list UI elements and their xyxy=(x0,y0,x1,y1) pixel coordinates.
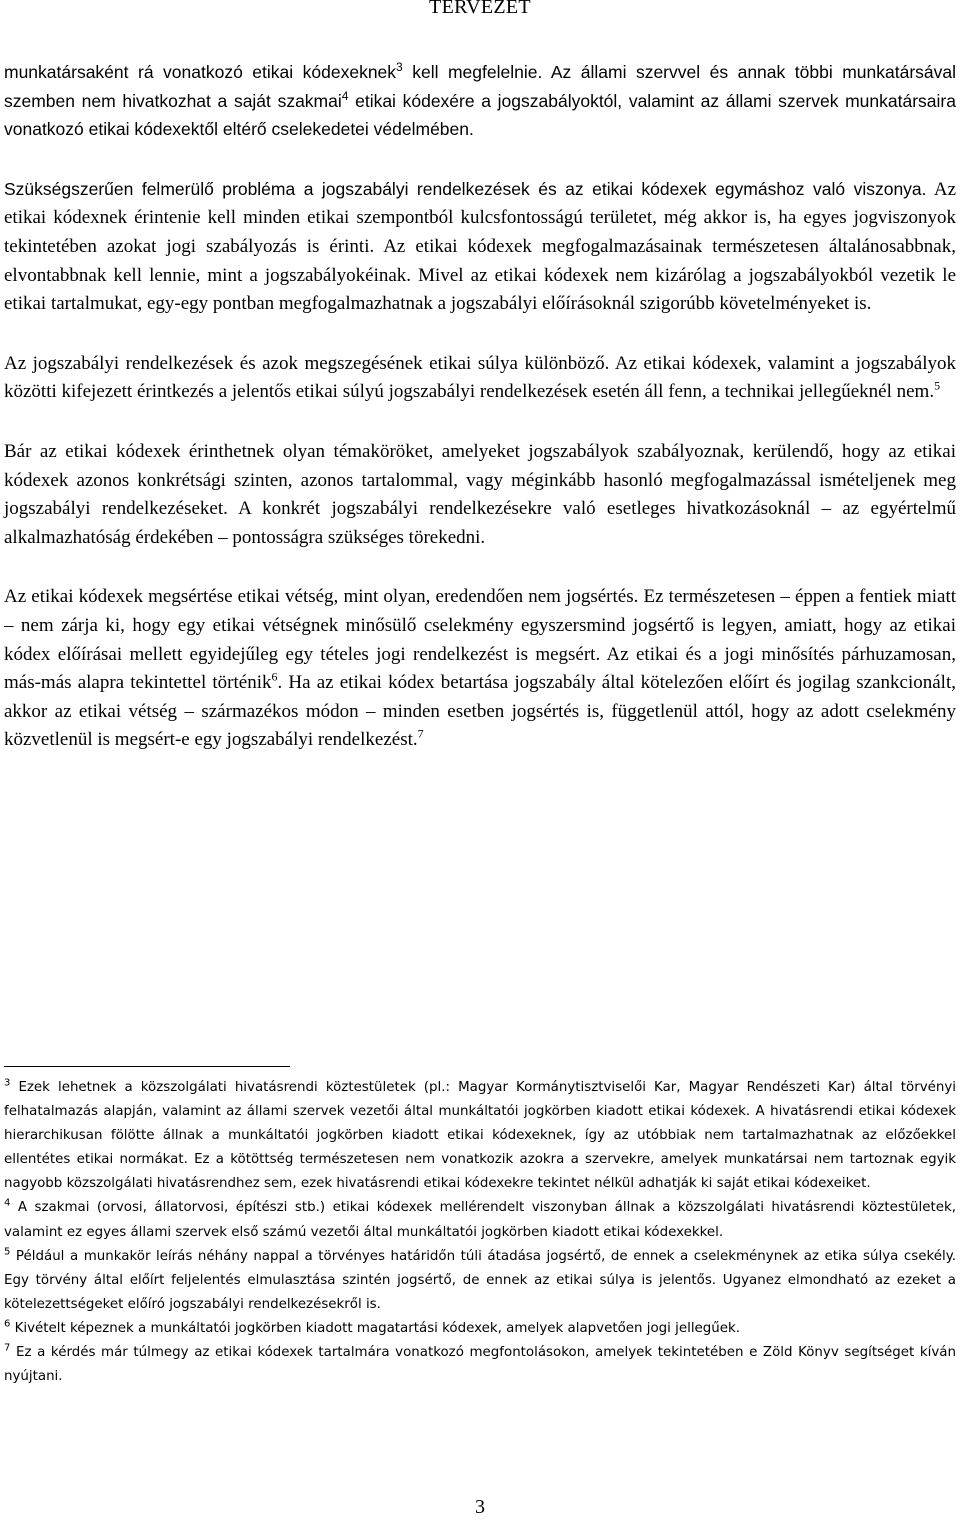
page-header: TERVEZET xyxy=(429,0,531,18)
paragraph-5 xyxy=(4,583,956,755)
paragraph-5-text-b: . Ha az etikai kódex betartása jogszabály által kötelezően előírt és jogilag szankcionált, akkor az etikai vétség – származékos módon – minden esetben jogsértés is, függetlenül attól, hogy az adott cselekmény közvetlenül is megsért-e egy jogszabályi rendelkezést. xyxy=(4,672,956,751)
paragraph-2 xyxy=(4,175,956,319)
paragraph-3 xyxy=(4,350,956,407)
footnote-separator xyxy=(4,1066,290,1067)
paragraph-2-text: Az etikai kódexnek érintenie kell minden etikai szempontból kulcsfontosságú területet, még akkor is, ha egyes jogviszonyok tekintetében azokat jogi szabályozás is érinti. Az etikai kódexek megfogalmazásainak természetesen általánosabbnak, elvontabbnak kell lennie, mint a jogszabályokéinak. Mivel az etikai kódexek nem kizárólag a jogszabályokból vezetik le etikai tartalmukat, egy-egy pontban megfogalmazhatnak a jogszabályi előírásoknál szigorúbb követelményeket is. xyxy=(4,178,957,315)
footnotes xyxy=(4,1076,956,1389)
footnote-number: 4 xyxy=(4,1198,11,1209)
paragraph-5-text-a: Az etikai kódexek megsértése etikai vétség, mint olyan, eredendően nem jogsértés. Ez természetesen – éppen a fentiek miatt – nem zárja ki, hogy egy etikai vétségnek minősülő cselekmény egyszersmind jogsértő is legyen, amiatt, hogy az etikai kódex előírásai mellett egyidejűleg egy tételes jogi rendelkezést is megsért. Az etikai és a jogi minősítés párhuzamosan, más-más alapra tekintettel történik xyxy=(4,586,956,694)
footnote-text: Például a munkakör leírás néhány nappal a törvényes határidőn túli átadása jogsértő, de ennek a cselekménynek az etika súlya csekély. Egy törvény által előírt feljelentés elmulasztása szintén jogsértő, de ennek az etikai súlya is jelentős. Ugyanez elmondható az ezeket a kötelezettségeket előíró jogszabályi rendelkezésekről is. xyxy=(4,1248,956,1312)
paragraph-1-text-a: munkatársaként rá vonatkozó etikai kódexeknek xyxy=(4,62,397,82)
footnote-3 xyxy=(4,1076,956,1196)
footnote-6 xyxy=(4,1317,956,1341)
footnote-ref-6[interactable]: 6 xyxy=(271,669,278,684)
footnote-text: Kivételt képeznek a munkáltatói jogkörben kiadott magatartási kódexek, amelyek alapvetően jogi jellegűek. xyxy=(10,1320,741,1336)
footnote-text: A szakmai (orvosi, állatorvosi, építészi stb.) etikai kódexek mellérendelt viszonyban állnak a közszolgálati hivatásrendi köztestületek, valamint ez egyes állami szervek első számú vezetői által munkáltatói jogkörben kiadott etikai kódexekkel. xyxy=(4,1200,956,1240)
footnote-7 xyxy=(4,1341,956,1389)
footnote-5 xyxy=(4,1245,956,1317)
footnote-ref-5[interactable]: 5 xyxy=(934,379,941,394)
footnote-4 xyxy=(4,1196,956,1244)
paragraph-1-text-c: etikai kódexére a jogszabályoktól, valamint az állami szervek munkatársaira vonatkozó etikai kódexektől eltérő cselekedetei védelmében. xyxy=(4,90,956,140)
paragraph-1 xyxy=(4,58,956,144)
footnote-number: 7 xyxy=(4,1342,11,1354)
document-page xyxy=(4,0,956,786)
footnote-ref-7[interactable]: 7 xyxy=(417,726,424,741)
footnote-number: 6 xyxy=(4,1318,11,1330)
page-number: 3 xyxy=(475,1496,485,1518)
paragraph-1-text-b: kell megfelelnie. Az állami szervvel és annak többi munkatársával szemben nem hivatkozhat a saját szakmai xyxy=(4,62,956,111)
footnote-ref-4[interactable]: 4 xyxy=(341,88,349,103)
footnote-text: Ezek lehetnek a közszolgálati hivatásrendi köztestületek (pl.: Magyar Kormánytisztviselői Kar, Magyar Rendészeti Kar) által törvényi felhatalmazás alapján, valamint az állami szervek vezetői által munkáltatói jogkörben kiadott etikai kódexek. A hivatásrendi etikai kódexek hierarchikusan fölötte állnak a munkáltatói jogkörben kiadott etikai kódexeknek, így az utóbbiak nem tartalmazhatnak az előzőekkel ellentétes etikai normákat. Ez a kötöttség természetesen nem vonatkozik azokra a szervekre, amelyek munkatársai nem tartoznak egyik nagyobb közszolgálati hivatásrendhez sem, ezek hivatásrendi etikai kódexekre tekintet nélkül adhatják ki saját etikai kódexeiket. xyxy=(4,1080,956,1192)
body-text xyxy=(4,58,956,755)
paragraph-4-text: Bár az etikai kódexek érinthetnek olyan témaköröket, amelyeket jogszabályok szabályoznak, kerülendő, hogy az etikai kódexek azonos konkrétsági szinten, azonos tartalommal, vagy méginkább hasonló megfogalmazással ismételjenek meg jogszabályi rendelkezéseket. A konkrét jogszabályi rendelkezésekre való esetleges hivatkozásoknál – az egyértelmű alkalmazhatóság érdekében – pontosságra szükséges törekedni. xyxy=(4,440,956,548)
footnote-number: 5 xyxy=(4,1246,11,1258)
paragraph-3-text: Az jogszabályi rendelkezések és azok megszegésének etikai súlya különböző. Az etikai kódexek, valamint a jogszabályok közötti kifejezett érintkezés a jelentős etikai súlyú jogszabályi rendelkezések esetén áll fenn, a technikai jellegűeknél nem. xyxy=(4,352,956,403)
paragraph-4 xyxy=(4,438,956,552)
footnote-ref-3[interactable]: 3 xyxy=(396,60,403,75)
footnote-number: 3 xyxy=(4,1077,11,1089)
footnote-text: Ez a kérdés már túlmegy az etikai kódexek tartalmára vonatkozó megfontolásokon, amelyek tekintetében e Zöld Könyv segítséget kíván nyújtani. xyxy=(4,1345,956,1385)
paragraph-2-lead: Szükségszerűen felmerülő probléma a jogszabályi rendelkezések és az etikai kódexek egymáshoz való viszonya. xyxy=(4,178,927,199)
